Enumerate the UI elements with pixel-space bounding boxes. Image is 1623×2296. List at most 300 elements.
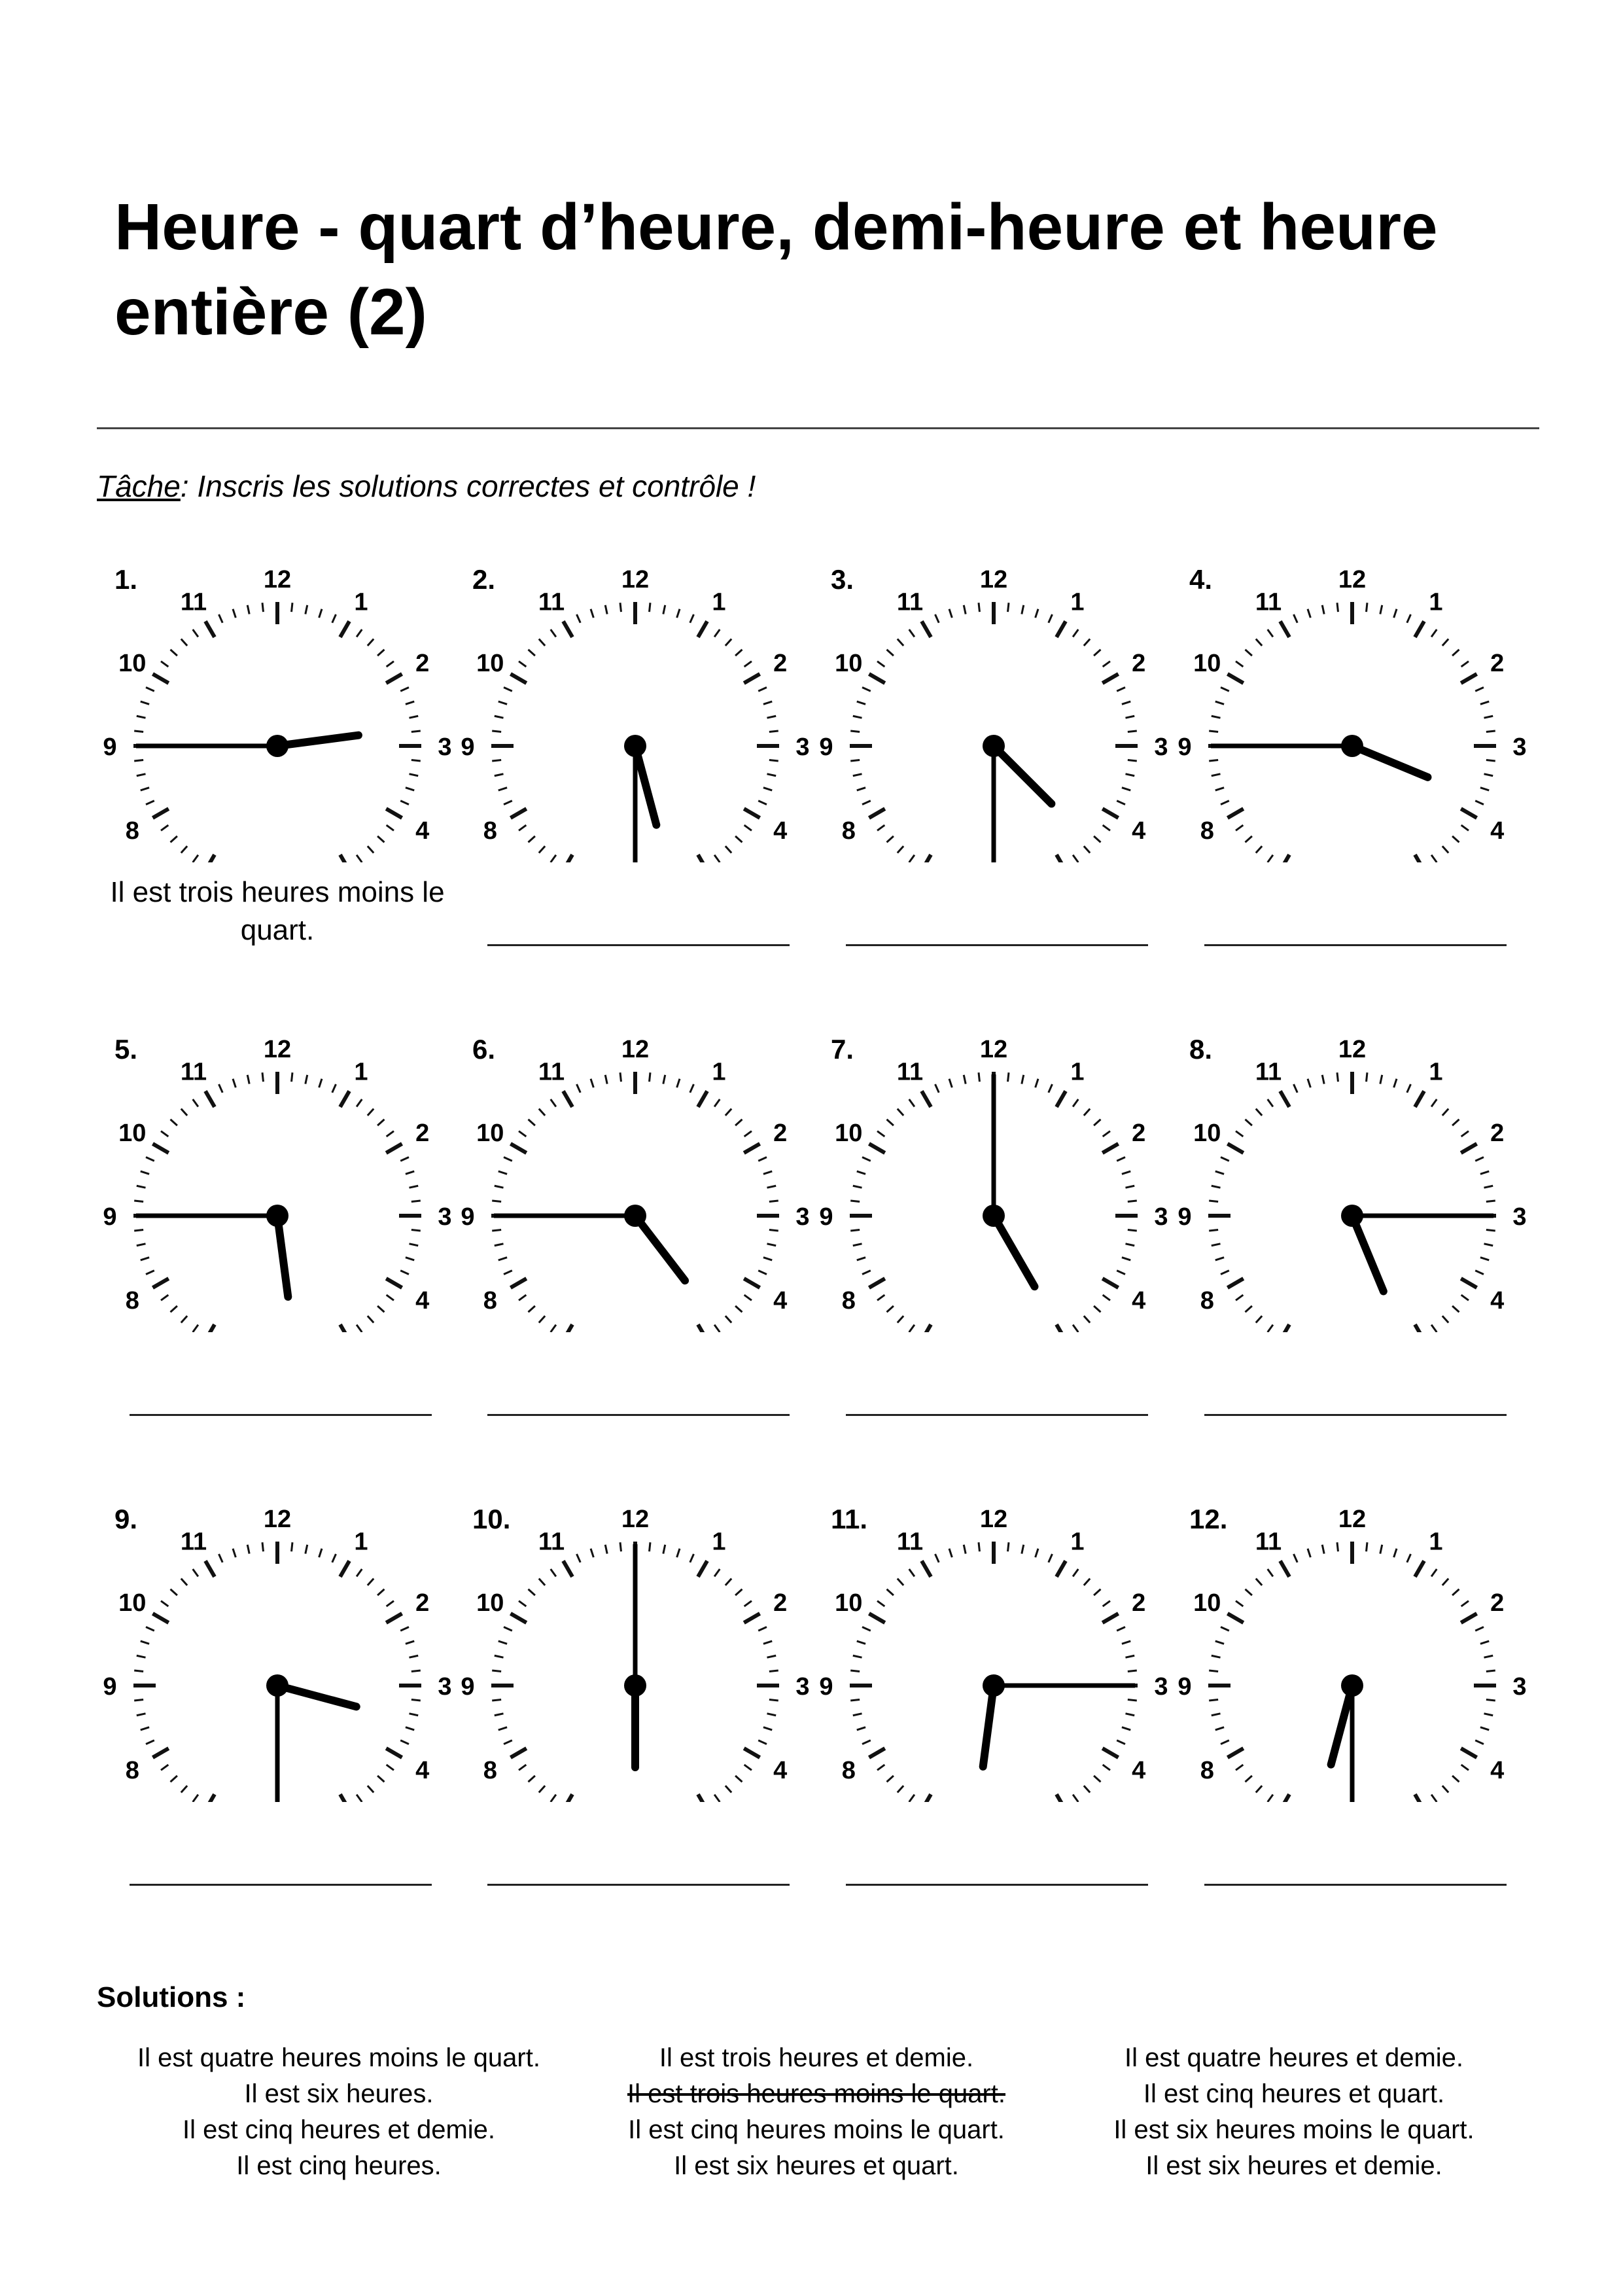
minute-tick (898, 1109, 903, 1116)
minute-tick (887, 1776, 894, 1782)
hour-tick (869, 1144, 884, 1153)
minute-tick (1209, 760, 1218, 761)
minute-tick (1480, 788, 1489, 790)
hour-tick (386, 809, 402, 818)
minute-tick (1480, 1258, 1489, 1260)
minute-tick (725, 639, 731, 646)
minute-tick (887, 1306, 894, 1312)
minute-tick (1103, 1295, 1110, 1300)
solution-item: Il est cinq heures et demie. (182, 2115, 496, 2144)
hour-tick (1227, 1144, 1243, 1153)
minute-tick (171, 1120, 177, 1125)
minute-tick (141, 1171, 149, 1174)
clock-face (98, 1443, 457, 1802)
minute-tick (368, 1786, 374, 1792)
minute-tick (146, 801, 154, 805)
hour-tick (698, 855, 707, 862)
minute-tick (1236, 662, 1243, 667)
page-title: Heure - quart d’heure, demi-heure et heure entière (2) (114, 190, 1438, 349)
minute-tick (850, 1230, 860, 1231)
clock-center (1341, 1205, 1363, 1227)
minute-tick (171, 650, 177, 656)
minute-tick (877, 1765, 884, 1770)
clock-number: 2 (1490, 1589, 1505, 1617)
minute-tick (1084, 1109, 1090, 1116)
clock-center (983, 1205, 1005, 1227)
exercise-number: 12. (1189, 1504, 1228, 1534)
minute-tick (1094, 1776, 1100, 1782)
answer-line[interactable] (1204, 1414, 1507, 1416)
minute-tick (1209, 1700, 1218, 1701)
clock-number: 11 (538, 588, 565, 616)
minute-tick (262, 1072, 263, 1082)
minute-tick (591, 609, 593, 618)
minute-tick (539, 1786, 545, 1792)
minute-tick (137, 1186, 146, 1188)
exercise-number: 5. (114, 1034, 138, 1065)
exercise-number: 9. (114, 1504, 138, 1534)
minute-tick (368, 639, 374, 646)
clock-number: 12 (263, 1036, 292, 1063)
minute-tick (1125, 1244, 1134, 1246)
minute-tick (319, 1549, 322, 1557)
minute-tick (1246, 1776, 1252, 1782)
minute-tick (1480, 1171, 1489, 1174)
minute-tick (504, 688, 512, 692)
hour-tick (1415, 1091, 1424, 1106)
minute-tick (409, 1186, 418, 1188)
minute-tick (137, 1714, 146, 1716)
minute-tick (411, 760, 421, 761)
clock-number: 8 (125, 1757, 139, 1784)
minute-tick (1480, 1727, 1489, 1730)
minute-tick (519, 1601, 526, 1606)
answer-text: Il est trois heures moins le quart. (110, 876, 445, 946)
clock-number: 3 (795, 733, 810, 761)
minute-tick (690, 614, 694, 623)
minute-tick (857, 1727, 865, 1730)
minute-tick (1128, 731, 1137, 732)
clock-number: 10 (1193, 1589, 1221, 1617)
hour-tick (510, 1144, 526, 1153)
minute-tick (744, 1765, 752, 1770)
minute-tick (1431, 629, 1437, 637)
hour-tick (205, 1794, 215, 1802)
answer-line[interactable] (846, 944, 1148, 946)
minute-tick (1256, 1109, 1262, 1116)
minute-tick (1431, 1569, 1437, 1576)
minute-tick (862, 1627, 871, 1631)
minute-tick (758, 688, 767, 692)
minute-tick (551, 1325, 556, 1332)
minute-tick (763, 1641, 772, 1644)
minute-tick (1452, 1589, 1459, 1595)
minute-tick (1212, 1655, 1221, 1657)
minute-tick (1236, 1601, 1243, 1606)
minute-tick (504, 1627, 512, 1631)
hour-tick (1280, 621, 1289, 637)
minute-tick (332, 614, 336, 623)
minute-tick (1212, 1714, 1221, 1716)
minute-tick (949, 1079, 952, 1087)
hour-tick (386, 1144, 402, 1153)
minute-tick (1407, 1554, 1411, 1563)
hour-tick (1415, 1794, 1424, 1802)
minute-tick (539, 1579, 545, 1585)
minute-tick (141, 1258, 149, 1260)
clock-number: 10 (118, 650, 147, 677)
hour-tick (1056, 1561, 1066, 1576)
minute-tick (146, 688, 154, 692)
minute-tick (663, 1545, 665, 1554)
hour-tick (1227, 674, 1243, 683)
minute-tick (387, 662, 394, 667)
clock-number: 8 (125, 817, 139, 845)
minute-tick (744, 825, 752, 830)
solutions-column (90, 2040, 587, 2184)
minute-tick (1461, 825, 1469, 830)
clock-number: 9 (461, 1673, 475, 1701)
hour-tick (1280, 1091, 1289, 1106)
clock-number: 9 (819, 1203, 833, 1231)
clock-number: 12 (621, 1036, 650, 1063)
minute-tick (1008, 1542, 1009, 1551)
minute-tick (1337, 1072, 1338, 1082)
minute-tick (1209, 1670, 1218, 1671)
minute-tick (887, 650, 894, 656)
clock-number: 8 (125, 1287, 139, 1315)
solution-item: Il est trois heures moins le quart. (627, 2079, 1006, 2108)
minute-tick (577, 1084, 581, 1093)
exercise-5 (98, 974, 457, 1445)
hour-hand (277, 1686, 357, 1706)
solution-item: Il est cinq heures et quart. (1143, 2079, 1445, 2108)
exercise-number: 2. (472, 564, 496, 595)
answer-line[interactable] (487, 1884, 790, 1886)
minute-tick (529, 836, 535, 842)
hour-tick (922, 1561, 931, 1576)
minute-tick (332, 1084, 336, 1093)
minute-tick (1117, 1740, 1125, 1744)
minute-tick (193, 1569, 198, 1576)
minute-tick (357, 629, 362, 637)
minute-tick (161, 1765, 168, 1770)
minute-tick (1128, 1670, 1137, 1671)
minute-tick (887, 836, 894, 842)
minute-tick (758, 1627, 767, 1631)
clock-face (98, 974, 457, 1332)
minute-tick (1461, 1295, 1469, 1300)
minute-tick (171, 1306, 177, 1312)
minute-tick (1036, 609, 1038, 618)
clock-number: 9 (819, 1673, 833, 1701)
minute-tick (744, 1131, 752, 1137)
minute-tick (1484, 1244, 1493, 1246)
minute-tick (1407, 1084, 1411, 1093)
minute-tick (591, 1549, 593, 1557)
minute-tick (305, 1075, 307, 1084)
minute-tick (862, 801, 871, 805)
minute-tick (134, 1230, 143, 1231)
hour-tick (563, 1091, 572, 1106)
minute-tick (725, 1109, 731, 1116)
clock-center (624, 735, 646, 757)
minute-tick (1084, 1786, 1090, 1792)
minute-tick (1221, 1740, 1229, 1744)
clock-number: 11 (180, 1528, 207, 1556)
clock-number: 9 (1178, 1673, 1192, 1701)
solution-item: Il est cinq heures. (236, 2151, 442, 2180)
clock-number: 9 (1178, 733, 1192, 761)
minute-tick (551, 629, 556, 637)
minute-tick (137, 716, 146, 718)
minute-tick (690, 1554, 694, 1563)
answer-line[interactable] (1204, 944, 1507, 946)
clock-number: 11 (896, 1528, 924, 1556)
exercise-1 (98, 504, 457, 975)
minute-tick (1442, 1109, 1448, 1116)
clock-number: 4 (415, 1287, 430, 1315)
clock-number: 12 (1338, 1036, 1367, 1063)
minute-tick (763, 788, 772, 790)
answer-line[interactable] (1204, 1884, 1507, 1886)
minute-tick (1103, 1131, 1110, 1137)
hour-tick (205, 1324, 215, 1332)
exercise-number: 10. (472, 1504, 511, 1534)
minute-tick (400, 1627, 409, 1631)
minute-tick (769, 1230, 778, 1231)
minute-tick (1236, 1765, 1243, 1770)
hour-tick (152, 1144, 168, 1153)
clock-center (1341, 1674, 1363, 1697)
clock-face (814, 974, 1173, 1332)
clock-face (456, 504, 814, 862)
minute-tick (1461, 1765, 1469, 1770)
minute-tick (492, 731, 501, 732)
minute-tick (850, 731, 860, 732)
hour-tick (1415, 621, 1424, 637)
minute-tick (1461, 1601, 1469, 1606)
minute-tick (1117, 1157, 1125, 1161)
minute-tick (1215, 701, 1224, 704)
minute-tick (1246, 1120, 1252, 1125)
minute-tick (1212, 716, 1221, 718)
minute-tick (877, 825, 884, 830)
exercise-2 (456, 504, 814, 975)
minute-tick (332, 1554, 336, 1563)
minute-tick (357, 1325, 362, 1332)
minute-tick (714, 1569, 720, 1576)
clock-face (814, 504, 1173, 862)
answer-line[interactable] (130, 1884, 432, 1886)
minute-tick (1475, 801, 1484, 805)
exercise-12 (1173, 1443, 1531, 1915)
hour-tick (1461, 1748, 1476, 1757)
exercise-number: 6. (472, 1034, 496, 1065)
clock-number: 8 (483, 817, 497, 845)
minute-tick (1431, 1099, 1437, 1106)
minute-tick (406, 1171, 414, 1174)
hour-hand (277, 1216, 288, 1297)
minute-tick (1084, 1316, 1090, 1322)
minute-tick (1475, 1740, 1484, 1744)
minute-tick (767, 716, 776, 718)
clock-number: 8 (841, 817, 856, 845)
exercise-number: 4. (1189, 564, 1213, 595)
clock-face (814, 1443, 1173, 1802)
hour-hand (277, 735, 358, 746)
minute-tick (758, 1740, 767, 1744)
clock-number: 1 (1070, 588, 1085, 616)
minute-tick (964, 1545, 966, 1554)
hour-tick (340, 1091, 349, 1106)
minute-tick (1246, 1306, 1252, 1312)
solution-item: Il est trois heures et demie. (659, 2043, 974, 2072)
clock-number: 2 (1490, 650, 1505, 677)
hour-tick (340, 1324, 349, 1332)
minute-tick (1256, 1579, 1262, 1585)
minute-tick (725, 1786, 731, 1792)
answer-line[interactable] (487, 944, 790, 946)
minute-tick (247, 1545, 249, 1554)
minute-tick (862, 1157, 871, 1161)
answer-line[interactable] (130, 1414, 432, 1416)
hour-hand (1352, 1216, 1384, 1291)
minute-tick (519, 1765, 526, 1770)
solution-item: Il est cinq heures moins le quart. (628, 2115, 1005, 2144)
clock-number: 4 (415, 1757, 430, 1784)
clock-number: 3 (1512, 1673, 1527, 1701)
minute-tick (539, 1109, 545, 1116)
minute-tick (1215, 1641, 1224, 1644)
clock-number: 1 (1070, 1058, 1085, 1086)
minute-tick (529, 650, 535, 656)
hour-hand (994, 746, 1051, 804)
minute-tick (1308, 1549, 1310, 1557)
minute-tick (171, 1589, 177, 1595)
minute-tick (605, 1075, 607, 1084)
minute-tick (1073, 1325, 1078, 1332)
answer-line[interactable] (846, 1884, 1148, 1886)
minute-tick (1236, 825, 1243, 830)
minute-tick (400, 688, 409, 692)
minute-tick (1236, 1295, 1243, 1300)
minute-tick (539, 1316, 545, 1322)
minute-tick (1117, 1271, 1125, 1275)
answer-line[interactable] (846, 1414, 1148, 1416)
minute-tick (1084, 639, 1090, 646)
clock-number: 4 (1132, 1757, 1146, 1784)
solution-item: Il est quatre heures et demie. (1124, 2043, 1464, 2072)
clock-number: 9 (103, 1203, 117, 1231)
minute-tick (141, 1727, 149, 1730)
minute-tick (1380, 1075, 1382, 1084)
hour-tick (152, 674, 168, 683)
clock-number: 3 (438, 1203, 452, 1231)
hour-tick (1415, 1561, 1424, 1576)
hour-tick (386, 1614, 402, 1623)
minute-tick (411, 1230, 421, 1231)
minute-tick (495, 774, 504, 776)
hour-tick (1227, 1279, 1243, 1288)
minute-tick (1212, 774, 1221, 776)
clock-number: 2 (1132, 1120, 1146, 1147)
answer-line[interactable] (487, 1414, 790, 1416)
hour-tick (1056, 1091, 1066, 1106)
minute-tick (853, 1714, 862, 1716)
hour-tick (510, 674, 526, 683)
hour-tick (1415, 855, 1424, 862)
minute-tick (1268, 1569, 1273, 1576)
minute-tick (1268, 629, 1273, 637)
clock-number: 8 (841, 1287, 856, 1315)
clock-number: 10 (835, 1589, 863, 1617)
clock-number: 3 (795, 1673, 810, 1701)
clock-number: 1 (1070, 1528, 1085, 1556)
hour-tick (744, 1279, 759, 1288)
minute-tick (219, 614, 223, 623)
minute-tick (193, 629, 198, 637)
minute-tick (1122, 1727, 1130, 1730)
hour-tick (744, 1614, 759, 1623)
minute-tick (377, 836, 384, 842)
minute-tick (1294, 1554, 1298, 1563)
hour-tick (1056, 855, 1066, 862)
clock-number: 2 (415, 1589, 430, 1617)
hour-hand (994, 1216, 1035, 1286)
clock-number: 12 (979, 1036, 1008, 1063)
clock-number: 9 (1178, 1203, 1192, 1231)
minute-tick (1308, 609, 1310, 618)
minute-tick (1322, 605, 1324, 614)
minute-tick (898, 1579, 903, 1585)
minute-tick (1125, 1714, 1134, 1716)
minute-tick (539, 846, 545, 853)
minute-tick (1036, 1079, 1038, 1087)
minute-tick (387, 1131, 394, 1137)
minute-tick (387, 1295, 394, 1300)
minute-tick (551, 1099, 556, 1106)
minute-tick (181, 1786, 187, 1792)
minute-tick (620, 1072, 621, 1082)
exercise-number: 3. (831, 564, 854, 595)
minute-tick (319, 1079, 322, 1087)
minute-tick (1394, 1549, 1397, 1557)
hour-tick (1227, 809, 1243, 818)
minute-tick (1209, 1230, 1218, 1231)
minute-tick (193, 1795, 198, 1802)
clock-number: 10 (118, 1589, 147, 1617)
minute-tick (1125, 1186, 1134, 1188)
minute-tick (1122, 1171, 1130, 1174)
minute-tick (1073, 1569, 1078, 1576)
minute-tick (377, 650, 384, 656)
hour-tick (1102, 1144, 1118, 1153)
clock-number: 11 (896, 588, 924, 616)
minute-tick (529, 1306, 535, 1312)
hour-tick (1102, 809, 1118, 818)
clock-number: 12 (621, 1506, 650, 1533)
hour-tick (563, 1794, 572, 1802)
minute-tick (1221, 1157, 1229, 1161)
clock-center (983, 1674, 1005, 1697)
minute-tick (1486, 1700, 1495, 1701)
clock-number: 2 (1490, 1120, 1505, 1147)
hour-tick (510, 1614, 526, 1623)
minute-tick (406, 788, 414, 790)
hour-tick (510, 1748, 526, 1757)
exercise-number: 11. (831, 1504, 868, 1534)
